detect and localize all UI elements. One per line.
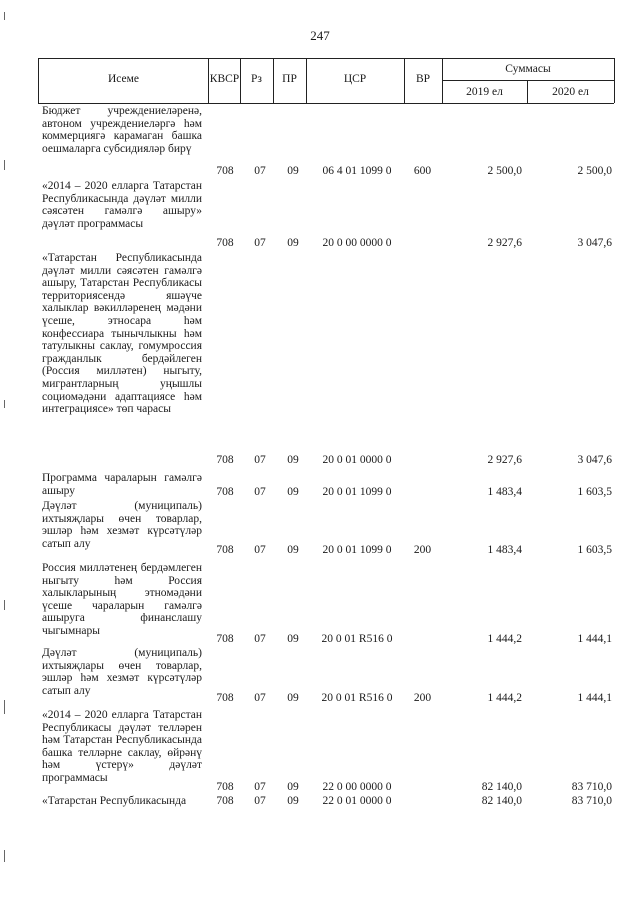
col-rule-right — [614, 58, 615, 103]
row-name: «Татарстан Республикасында — [42, 795, 187, 807]
row-rz: 07 — [254, 454, 266, 466]
scan-margin-mark — [4, 700, 5, 714]
row-2019: 1 483,4 — [487, 486, 522, 498]
row-rz: 07 — [254, 692, 266, 704]
row-csr: 20 0 01 1099 0 — [322, 544, 392, 556]
row-2020: 83 710,0 — [571, 795, 612, 807]
row-vr: 200 — [413, 692, 432, 704]
scan-margin-mark — [4, 160, 5, 170]
row-2019: 82 140,0 — [481, 795, 522, 807]
header-2019: 2019 ел — [466, 86, 503, 98]
scan-margin-mark — [4, 850, 5, 862]
header-name: Исеме — [107, 73, 140, 85]
row-2019: 2 927,6 — [487, 454, 522, 466]
row-2019: 2 927,6 — [487, 237, 522, 249]
row-2019: 1 444,2 — [487, 633, 522, 645]
row-pr: 09 — [287, 454, 299, 466]
row-2019: 1 444,2 — [487, 692, 522, 704]
header-csr: ЦСР — [343, 73, 367, 85]
row-2019: 82 140,0 — [481, 781, 522, 793]
row-rz: 07 — [254, 237, 266, 249]
row-csr: 20 0 01 R516 0 — [321, 692, 393, 704]
row-pr: 09 — [287, 633, 299, 645]
row-pr: 09 — [287, 781, 299, 793]
row-2020: 1 444,1 — [577, 692, 612, 704]
header-top-rule — [38, 58, 614, 59]
row-vr: 600 — [413, 165, 432, 177]
row-2020: 83 710,0 — [571, 781, 612, 793]
row-name: «2014 – 2020 елларга Татарстан Республикасы дәүләт телләрен һәм Татарстан Республикасында башка телләрне саклау, өйрәнү һәм үстерү» дәүләт программасы — [42, 709, 202, 784]
row-2019: 1 483,4 — [487, 544, 522, 556]
row-csr: 20 0 01 R516 0 — [321, 633, 393, 645]
header-sums: Суммасы — [505, 63, 551, 75]
row-rz: 07 — [254, 486, 266, 498]
row-name: Дәүләт (муниципаль) ихтыяҗлары өчен товарлар, эшләр һәм хезмәт күрсәтүләр сатып алу — [42, 500, 202, 550]
row-pr: 09 — [287, 237, 299, 249]
row-rz: 07 — [254, 633, 266, 645]
row-2020: 1 603,5 — [577, 544, 612, 556]
row-kvsr: 708 — [216, 692, 234, 704]
row-csr: 20 0 01 0000 0 — [322, 454, 392, 466]
row-2020: 1 603,5 — [577, 486, 612, 498]
row-kvsr: 708 — [216, 165, 234, 177]
scan-margin-mark — [4, 12, 5, 20]
row-2020: 3 047,6 — [577, 454, 612, 466]
row-pr: 09 — [287, 795, 299, 807]
row-kvsr: 708 — [216, 486, 234, 498]
scan-margin-mark — [4, 400, 5, 408]
row-2019: 2 500,0 — [487, 165, 522, 177]
row-rz: 07 — [254, 795, 266, 807]
row-name: «Татарстан Республикасында дәүләт милли сәясәтен гамәлгә ашыру, Татарстан Республикасы территориясендә яшәүче халыклар вәкилләренең мәдәни үсеше, этносара һәм конфессиара тынычлыкны һәм татулыкны саклау, гомумроссия гражданлык бердәйлеген (Россия милләтен) ныгыту, мигрантларның уңышлы социомәдәни адаптациясе һәм интеграциясе» төп чарасы — [42, 252, 202, 416]
row-kvsr: 708 — [216, 633, 234, 645]
sums-split-rule — [442, 80, 614, 81]
row-csr: 06 4 01 1099 0 — [322, 165, 392, 177]
row-2020: 1 444,1 — [577, 633, 612, 645]
row-name: «2014 – 2020 елларга Татарстан Республикасында дәүләт милли сәясәтен гамәлгә ашыру» дәүләт программасы — [42, 180, 202, 230]
row-csr: 22 0 01 0000 0 — [322, 795, 392, 807]
row-name: Программа чараларын гамәлгә ашыру — [42, 472, 202, 497]
row-csr: 20 0 01 1099 0 — [322, 486, 392, 498]
row-name: Дәүләт (муниципаль) ихтыяҗлары өчен товарлар, эшләр һәм хезмәт күрсәтүләр сатып алу — [42, 647, 202, 697]
row-kvsr: 708 — [216, 781, 234, 793]
row-name: Россия милләтенең бердәмлеген ныгыту һәм Россия халыкларының этномәдәни үсеше чараларын гамәлгә ашыруга финанслашу чыгымнары — [42, 562, 202, 637]
scan-margin-mark — [4, 600, 5, 610]
row-pr: 09 — [287, 165, 299, 177]
row-name: Бюджет учреждениеләренә, автоном учреждениеләргә һәм коммерциягә карамаган башка оешмаларга субсидияләр бирү — [42, 105, 202, 155]
header-pr: ПР — [282, 73, 297, 85]
row-pr: 09 — [287, 692, 299, 704]
row-kvsr: 708 — [216, 795, 234, 807]
row-rz: 07 — [254, 544, 266, 556]
header-rz: Рз — [251, 73, 262, 85]
row-rz: 07 — [254, 781, 266, 793]
row-pr: 09 — [287, 544, 299, 556]
row-csr: 20 0 00 0000 0 — [322, 237, 392, 249]
row-vr: 200 — [413, 544, 432, 556]
row-kvsr: 708 — [216, 544, 234, 556]
row-rz: 07 — [254, 165, 266, 177]
header-kvsr: КВСР — [209, 73, 240, 85]
header-bottom-rule — [38, 103, 614, 104]
row-csr: 22 0 00 0000 0 — [322, 781, 392, 793]
header-2020: 2020 ел — [552, 86, 589, 98]
row-2020: 2 500,0 — [577, 165, 612, 177]
header-vr: ВР — [415, 73, 431, 85]
page-number: 247 — [310, 28, 330, 43]
row-pr: 09 — [287, 486, 299, 498]
row-kvsr: 708 — [216, 454, 234, 466]
row-2020: 3 047,6 — [577, 237, 612, 249]
row-kvsr: 708 — [216, 237, 234, 249]
